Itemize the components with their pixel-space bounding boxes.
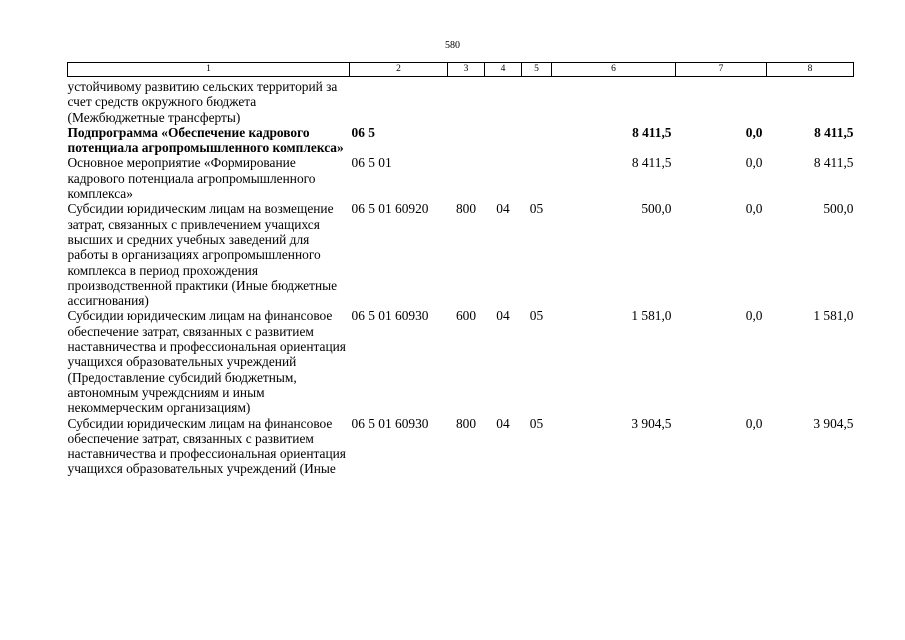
row-pr [522, 77, 552, 125]
row-rz: 04 [496, 308, 510, 324]
table-row [68, 201, 854, 308]
row-rz [485, 77, 522, 125]
row-pr: 05 [529, 415, 544, 431]
row-amount-col6 [552, 77, 676, 125]
table-row [68, 155, 854, 201]
row-amount-col7: 0,0 [745, 415, 763, 431]
table-row [68, 416, 854, 477]
row-vr [448, 155, 485, 201]
row-rz: 04 [496, 201, 510, 217]
table-row [68, 308, 854, 415]
row-amount-col6: 500,0 [641, 201, 672, 217]
row-vr [448, 77, 485, 125]
row-amount-col8: 500,0 [823, 201, 854, 217]
table-row [68, 77, 854, 125]
row-code: 06 5 01 [351, 155, 392, 171]
row-amount-col7: 0,0 [745, 124, 763, 140]
row-code: 06 5 [351, 124, 375, 140]
header-col-7: 7 [676, 63, 767, 77]
row-rz [485, 125, 522, 156]
row-amount-col7 [676, 77, 767, 125]
row-amount-col8 [767, 77, 854, 125]
row-pr [522, 125, 552, 156]
header-col-1: 1 [68, 63, 350, 77]
row-vr: 800 [455, 415, 477, 431]
row-name: Подпрограмма «Обеспечение кадрового потенциала агропромышленного комплекса» [67, 124, 344, 156]
row-amount-col7: 0,0 [745, 201, 763, 217]
row-pr: 05 [529, 201, 544, 217]
row-name: Основное мероприятие «Формирование кадрового потенциала агропромышленного комплекса» [67, 155, 316, 202]
row-name: Субсидии юридическим лицам на финансовое обеспечение затрат, связанных с развитием наставничества и профессиональная ориентация учащихся образовательных учреждений (Предоставление субсидий бюджетным, автономным учреждсниям и иным некоммерческим организациям) [67, 308, 346, 416]
table-header [68, 63, 854, 77]
row-amount-col8: 3 904,5 [813, 415, 854, 431]
row-amount-col7: 0,0 [745, 308, 763, 324]
row-vr: 600 [455, 308, 477, 324]
header-col-8: 8 [767, 63, 854, 77]
row-code: 06 5 01 60930 [351, 308, 429, 324]
row-amount-col6: 8 411,5 [632, 124, 672, 140]
row-name: устойчивому развитию сельских территорий за счет средств окружного бюджета (Межбюджетные трансферты) [67, 79, 338, 125]
row-amount-col7: 0,0 [745, 155, 763, 171]
row-pr: 05 [529, 308, 544, 324]
table-row [68, 125, 854, 156]
row-code: 06 5 01 60920 [351, 201, 429, 217]
row-rz [485, 155, 522, 201]
row-amount-col6: 3 904,5 [631, 415, 672, 431]
row-code: 06 5 01 60930 [351, 415, 429, 431]
row-amount-col8: 8 411,5 [813, 155, 854, 171]
row-vr: 800 [455, 201, 477, 217]
page-number: 580 [445, 40, 460, 51]
table-body [68, 77, 854, 477]
row-rz: 04 [496, 415, 510, 431]
row-name: Субсидии юридическим лицам на возмещение затрат, связанных с привлечением учащихся высших и средних учебных заведений для работы в организациях агропромышленного комплекса в период прохождения производственной практики (Иные бюджетные ассигнования) [67, 201, 338, 309]
budget-table [67, 62, 854, 477]
row-vr [448, 125, 485, 156]
row-amount-col6: 8 411,5 [631, 155, 672, 171]
header-col-2: 2 [350, 63, 448, 77]
header-col-6: 6 [552, 63, 676, 77]
row-amount-col8: 1 581,0 [813, 308, 854, 324]
row-pr [522, 155, 552, 201]
row-amount-col8: 8 411,5 [814, 124, 854, 140]
header-col-5: 5 [522, 63, 552, 77]
header-row [68, 63, 854, 77]
row-amount-col6: 1 581,0 [631, 308, 672, 324]
header-col-4: 4 [485, 63, 522, 77]
header-col-3: 3 [448, 63, 485, 77]
row-name: Субсидии юридическим лицам на финансовое обеспечение затрат, связанных с развитием наставничества и профессиональная ориентация учащихся образовательных учреждений (Иные [67, 415, 346, 477]
row-code [350, 77, 448, 125]
